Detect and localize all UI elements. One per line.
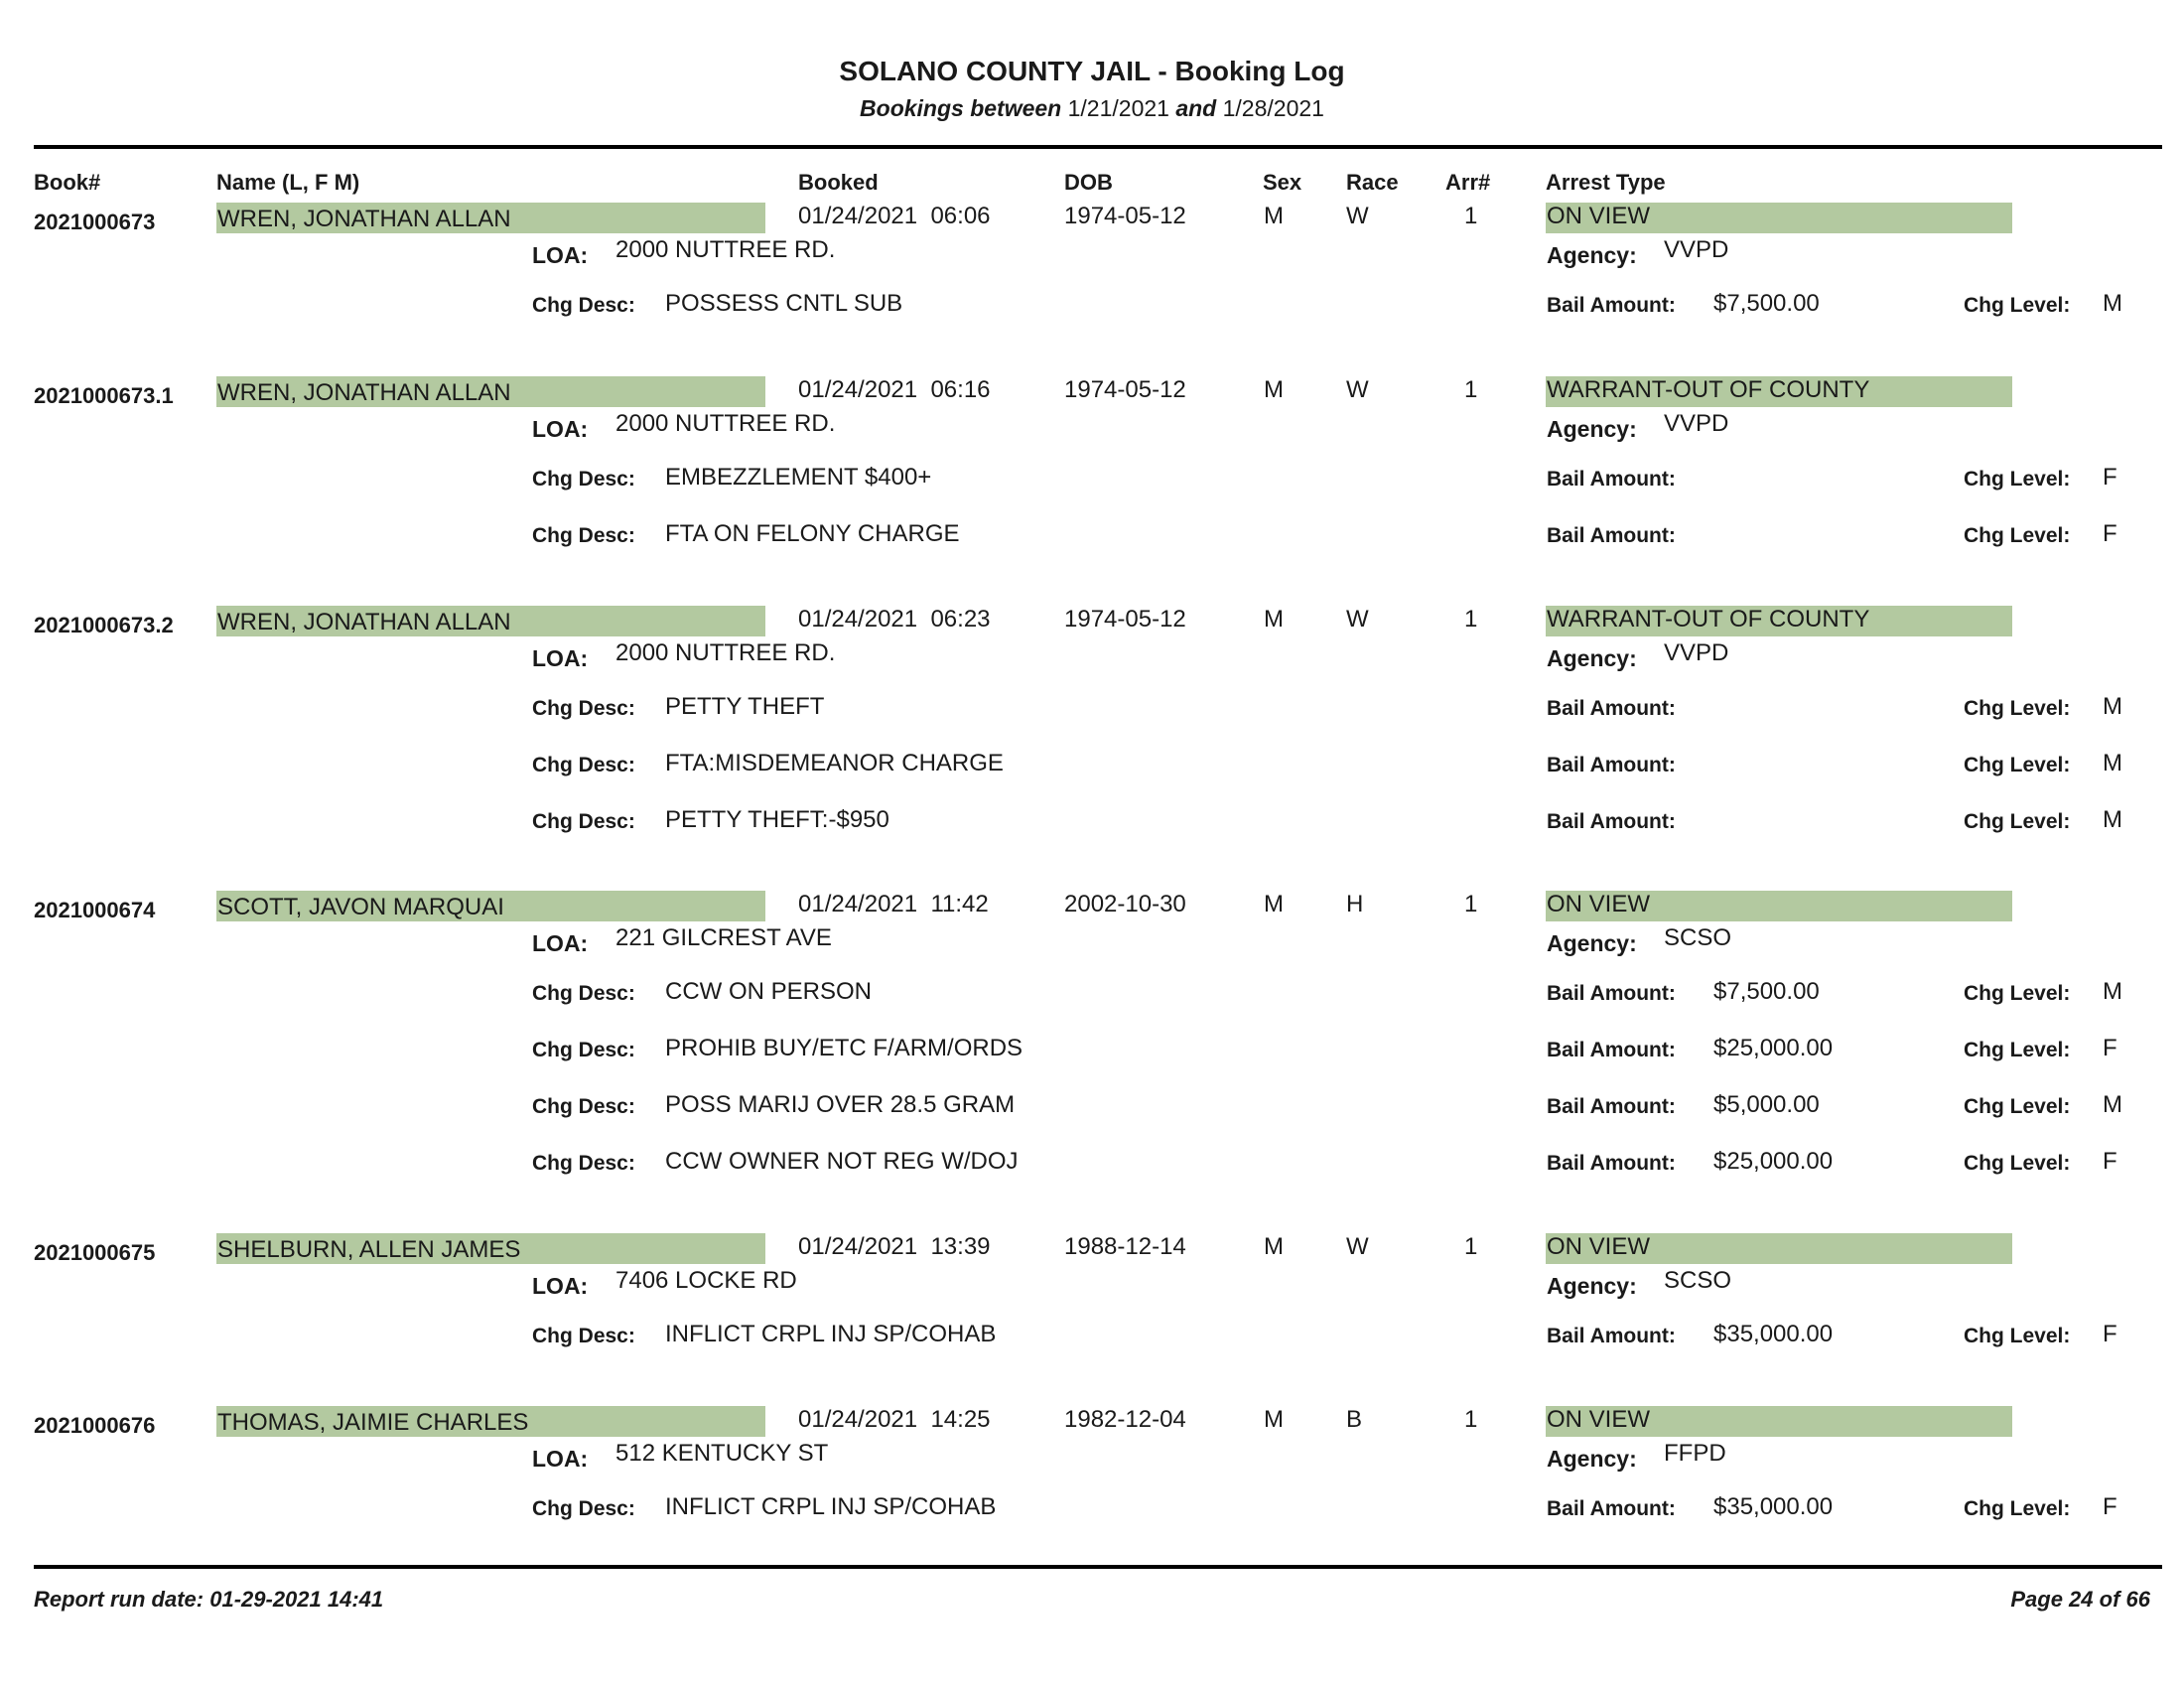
loa-value: 221 GILCREST AVE (615, 924, 832, 951)
bail-amount-label: Bail Amount: (1547, 754, 1676, 776)
subtitle-and: and (1175, 95, 1217, 121)
col-header-dob: DOB (1064, 170, 1113, 195)
chg-desc-label: Chg Desc: (532, 1039, 635, 1061)
agency-value: VVPD (1664, 639, 1729, 666)
charge-description: POSSESS CNTL SUB (665, 290, 903, 317)
charge-level: M (2103, 750, 2122, 776)
arrest-type: ON VIEW (1547, 1406, 1651, 1433)
book-number: 2021000673 (34, 210, 156, 234)
charge-level: M (2103, 978, 2122, 1005)
loa-value: 2000 NUTTREE RD. (615, 410, 836, 437)
bail-amount: $5,000.00 (1713, 1091, 1820, 1118)
charge-description: EMBEZZLEMENT $400+ (665, 464, 932, 491)
col-header-sex: Sex (1263, 170, 1302, 195)
agency-label: Agency: (1547, 1273, 1637, 1299)
sex: M (1264, 606, 1284, 633)
inmate-name: WREN, JONATHAN ALLAN (217, 379, 511, 406)
end-date: 1/28/2021 (1222, 95, 1324, 121)
chg-level-label: Chg Level: (1964, 294, 2071, 317)
charge-level: F (2103, 1035, 2117, 1061)
header-rule (34, 145, 2162, 149)
charge-level: M (2103, 806, 2122, 833)
loa-label: LOA: (532, 1446, 589, 1472)
charge-description: FTA:MISDEMEANOR CHARGE (665, 750, 1004, 776)
chg-desc-label: Chg Desc: (532, 1095, 635, 1118)
chg-level-label: Chg Level: (1964, 754, 2071, 776)
chg-desc-label: Chg Desc: (532, 294, 635, 317)
dob: 1974-05-12 (1064, 376, 1186, 403)
col-header-arrest-type: Arrest Type (1546, 170, 1666, 195)
col-header-booked: Booked (798, 170, 879, 195)
booked-datetime: 01/24/2021 06:23 (798, 606, 991, 633)
booked-datetime: 01/24/2021 06:06 (798, 203, 991, 229)
book-number: 2021000675 (34, 1240, 156, 1265)
chg-desc-label: Chg Desc: (532, 1152, 635, 1175)
bail-amount: $7,500.00 (1713, 978, 1820, 1005)
chg-level-label: Chg Level: (1964, 1095, 2071, 1118)
arrest-type: ON VIEW (1547, 203, 1651, 229)
bail-amount-label: Bail Amount: (1547, 982, 1676, 1005)
book-number: 2021000673.1 (34, 383, 174, 408)
race: B (1346, 1406, 1363, 1433)
race: W (1346, 606, 1369, 633)
report-subtitle (0, 95, 2184, 122)
race: W (1346, 203, 1369, 229)
chg-desc-label: Chg Desc: (532, 524, 635, 547)
charge-level: F (2103, 1321, 2117, 1347)
chg-level-label: Chg Level: (1964, 1325, 2071, 1347)
bail-amount: $35,000.00 (1713, 1321, 1834, 1347)
bail-amount: $25,000.00 (1713, 1148, 1834, 1175)
agency-label: Agency: (1547, 242, 1637, 268)
charge-description: INFLICT CRPL INJ SP/COHAB (665, 1321, 997, 1347)
charge-level: M (2103, 693, 2122, 720)
col-header-name: Name (L, F M) (216, 170, 360, 195)
bail-amount: $25,000.00 (1713, 1035, 1834, 1061)
arrest-type: WARRANT-OUT OF COUNTY (1547, 376, 1870, 403)
arrest-type: WARRANT-OUT OF COUNTY (1547, 606, 1870, 633)
charge-level: F (2103, 1493, 2117, 1520)
dob: 1982-12-04 (1064, 1406, 1186, 1433)
agency-value: SCSO (1664, 1267, 1732, 1294)
chg-desc-label: Chg Desc: (532, 1497, 635, 1520)
bail-amount-label: Bail Amount: (1547, 1039, 1676, 1061)
loa-value: 2000 NUTTREE RD. (615, 639, 836, 666)
charge-description: CCW ON PERSON (665, 978, 873, 1005)
chg-level-label: Chg Level: (1964, 1497, 2071, 1520)
bail-amount: $7,500.00 (1713, 290, 1820, 317)
col-header-race: Race (1346, 170, 1399, 195)
loa-value: 512 KENTUCKY ST (615, 1440, 829, 1467)
sex: M (1264, 1233, 1284, 1260)
charge-level: F (2103, 464, 2117, 491)
charge-level: F (2103, 520, 2117, 547)
inmate-name: THOMAS, JAIMIE CHARLES (217, 1409, 529, 1436)
chg-desc-label: Chg Desc: (532, 697, 635, 720)
arrest-number: 1 (1464, 376, 1478, 403)
bail-amount-label: Bail Amount: (1547, 1497, 1676, 1520)
book-number: 2021000676 (34, 1413, 156, 1438)
arrest-number: 1 (1464, 606, 1478, 633)
booked-datetime: 01/24/2021 11:42 (798, 891, 989, 917)
inmate-name: WREN, JONATHAN ALLAN (217, 609, 511, 635)
bail-amount-label: Bail Amount: (1547, 1095, 1676, 1118)
charge-description: PETTY THEFT (665, 693, 825, 720)
loa-value: 7406 LOCKE RD (615, 1267, 797, 1294)
bail-amount-label: Bail Amount: (1547, 1152, 1676, 1175)
booked-datetime: 01/24/2021 06:16 (798, 376, 991, 403)
race: W (1346, 376, 1369, 403)
agency-label: Agency: (1547, 416, 1637, 442)
chg-desc-label: Chg Desc: (532, 1325, 635, 1347)
arrest-number: 1 (1464, 1233, 1478, 1260)
col-header-arr: Arr# (1445, 170, 1491, 195)
loa-label: LOA: (532, 645, 589, 671)
sex: M (1264, 891, 1284, 917)
dob: 1988-12-14 (1064, 1233, 1186, 1260)
inmate-name: WREN, JONATHAN ALLAN (217, 206, 511, 232)
agency-value: SCSO (1664, 924, 1732, 951)
chg-level-label: Chg Level: (1964, 982, 2071, 1005)
arrest-number: 1 (1464, 1406, 1478, 1433)
bail-amount-label: Bail Amount: (1547, 810, 1676, 833)
chg-level-label: Chg Level: (1964, 697, 2071, 720)
bail-amount-label: Bail Amount: (1547, 1325, 1676, 1347)
dob: 1974-05-12 (1064, 203, 1186, 229)
arrest-type: ON VIEW (1547, 1233, 1651, 1260)
charge-description: POSS MARIJ OVER 28.5 GRAM (665, 1091, 1016, 1118)
report-title: SOLANO COUNTY JAIL - Booking Log (839, 56, 1345, 86)
bail-amount: $35,000.00 (1713, 1493, 1834, 1520)
loa-label: LOA: (532, 1273, 589, 1299)
book-number: 2021000673.2 (34, 613, 174, 637)
chg-level-label: Chg Level: (1964, 1152, 2071, 1175)
inmate-name: SCOTT, JAVON MARQUAI (217, 894, 504, 920)
agency-value: FFPD (1664, 1440, 1726, 1467)
charge-level: M (2103, 1091, 2122, 1118)
subtitle-prefix: Bookings between (860, 95, 1062, 121)
start-date: 1/21/2021 (1067, 95, 1169, 121)
arrest-number: 1 (1464, 891, 1478, 917)
agency-value: VVPD (1664, 236, 1729, 263)
charge-description: PETTY THEFT:-$950 (665, 806, 889, 833)
booked-datetime: 01/24/2021 13:39 (798, 1233, 991, 1260)
agency-label: Agency: (1547, 645, 1637, 671)
charge-description: CCW OWNER NOT REG W/DOJ (665, 1148, 1019, 1175)
agency-value: VVPD (1664, 410, 1729, 437)
agency-label: Agency: (1547, 1446, 1637, 1472)
charge-description: PROHIB BUY/ETC F/ARM/ORDS (665, 1035, 1024, 1061)
booked-datetime: 01/24/2021 14:25 (798, 1406, 991, 1433)
bail-amount-label: Bail Amount: (1547, 697, 1676, 720)
agency-label: Agency: (1547, 930, 1637, 956)
chg-level-label: Chg Level: (1964, 1039, 2071, 1061)
loa-label: LOA: (532, 416, 589, 442)
loa-label: LOA: (532, 930, 589, 956)
chg-desc-label: Chg Desc: (532, 810, 635, 833)
page-number: Page 24 of 66 (2010, 1587, 2150, 1612)
chg-desc-label: Chg Desc: (532, 468, 635, 491)
race: W (1346, 1233, 1369, 1260)
col-header-book: Book# (34, 170, 101, 195)
bail-amount-label: Bail Amount: (1547, 468, 1676, 491)
charge-level: F (2103, 1148, 2117, 1175)
chg-level-label: Chg Level: (1964, 468, 2071, 491)
dob: 2002-10-30 (1064, 891, 1186, 917)
loa-label: LOA: (532, 242, 589, 268)
chg-level-label: Chg Level: (1964, 810, 2071, 833)
chg-level-label: Chg Level: (1964, 524, 2071, 547)
charge-description: FTA ON FELONY CHARGE (665, 520, 960, 547)
dob: 1974-05-12 (1064, 606, 1186, 633)
sex: M (1264, 1406, 1284, 1433)
charge-level: M (2103, 290, 2122, 317)
chg-desc-label: Chg Desc: (532, 754, 635, 776)
report-run-date: Report run date: 01-29-2021 14:41 (34, 1587, 384, 1612)
arrest-number: 1 (1464, 203, 1478, 229)
inmate-name: SHELBURN, ALLEN JAMES (217, 1236, 521, 1263)
race: H (1346, 891, 1364, 917)
loa-value: 2000 NUTTREE RD. (615, 236, 836, 263)
bail-amount-label: Bail Amount: (1547, 524, 1676, 547)
sex: M (1264, 203, 1284, 229)
arrest-type: ON VIEW (1547, 891, 1651, 917)
footer-rule (34, 1565, 2162, 1569)
charge-description: INFLICT CRPL INJ SP/COHAB (665, 1493, 997, 1520)
sex: M (1264, 376, 1284, 403)
bail-amount-label: Bail Amount: (1547, 294, 1676, 317)
book-number: 2021000674 (34, 898, 156, 922)
chg-desc-label: Chg Desc: (532, 982, 635, 1005)
